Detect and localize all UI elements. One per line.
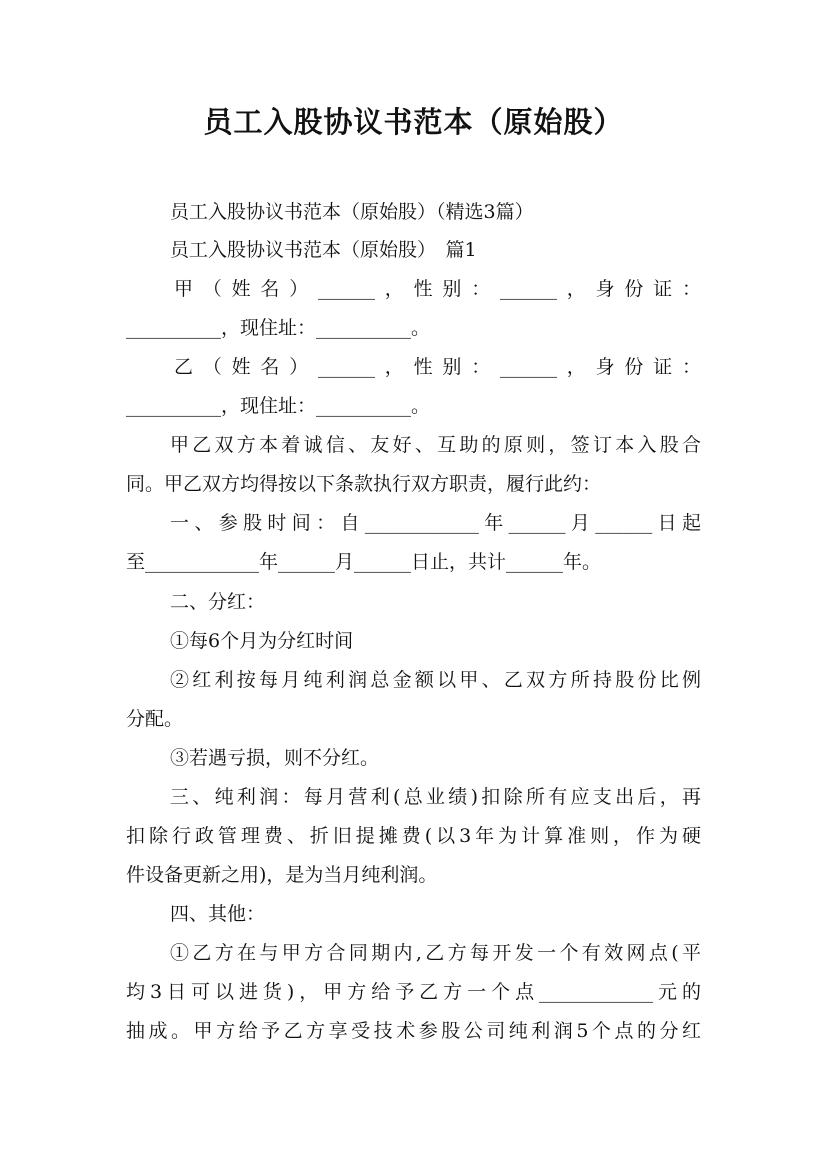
clause-three-line: 三、纯利润：每月营利(总业绩)扣除所有应支出后，再 (170, 786, 701, 808)
clause-item: 分配。 (126, 708, 184, 730)
clause-two-heading: 二、分红： (170, 591, 266, 613)
clause-four-line: 均3日可以进货)，甲方给予乙方一个点____________元的 (126, 981, 701, 1003)
clause-three-line: 扣除行政管理费、折旧提摊费(以3年为计算准则，作为硬 (126, 825, 701, 847)
clause-one-line: 至____________年______月______日止，共计______年。 (126, 551, 602, 573)
party-a-line: 甲（姓名）______，性别：______，身份证： (174, 278, 701, 300)
document-title: 员工入股协议书范本（原始股） (203, 105, 624, 139)
clause-one-line: 一、参股时间：自____________年______月______日起 (170, 512, 701, 534)
party-b-line: 乙（姓名）______，性别：______，身份证： (174, 356, 701, 378)
clause-item: ①每6个月为分红时间 (170, 630, 354, 652)
party-b-address-line: __________，现住址：__________。 (126, 395, 431, 417)
clause-item: ②红利按每月纯利润总金额以甲、乙双方所持股份比例 (170, 669, 701, 691)
subtitle-line: 员工入股协议书范本（原始股）（精选3篇） (170, 201, 534, 223)
clause-three-line: 件设备更新之用)，是为当月纯利润。 (126, 864, 438, 886)
paragraph-line: 同。甲乙双方均得按以下条款执行双方职责，履行此约： (126, 473, 602, 495)
clause-four-heading: 四、其他： (170, 903, 266, 925)
section-heading: 员工入股协议书范本（原始股） 篇1 (170, 239, 477, 261)
party-a-address-line: __________，现住址：__________。 (126, 317, 431, 339)
clause-four-line: 抽成。甲方给予乙方享受技术参股公司纯利润5个点的分红 (126, 1020, 701, 1042)
clause-item: ③若遇亏损，则不分红。 (170, 747, 380, 769)
paragraph-line: 甲乙双方本着诚信、友好、互助的原则，签订本入股合 (170, 434, 701, 456)
clause-four-line: ①乙方在与甲方合同期内,乙方每开发一个有效网点(平 (170, 942, 701, 964)
